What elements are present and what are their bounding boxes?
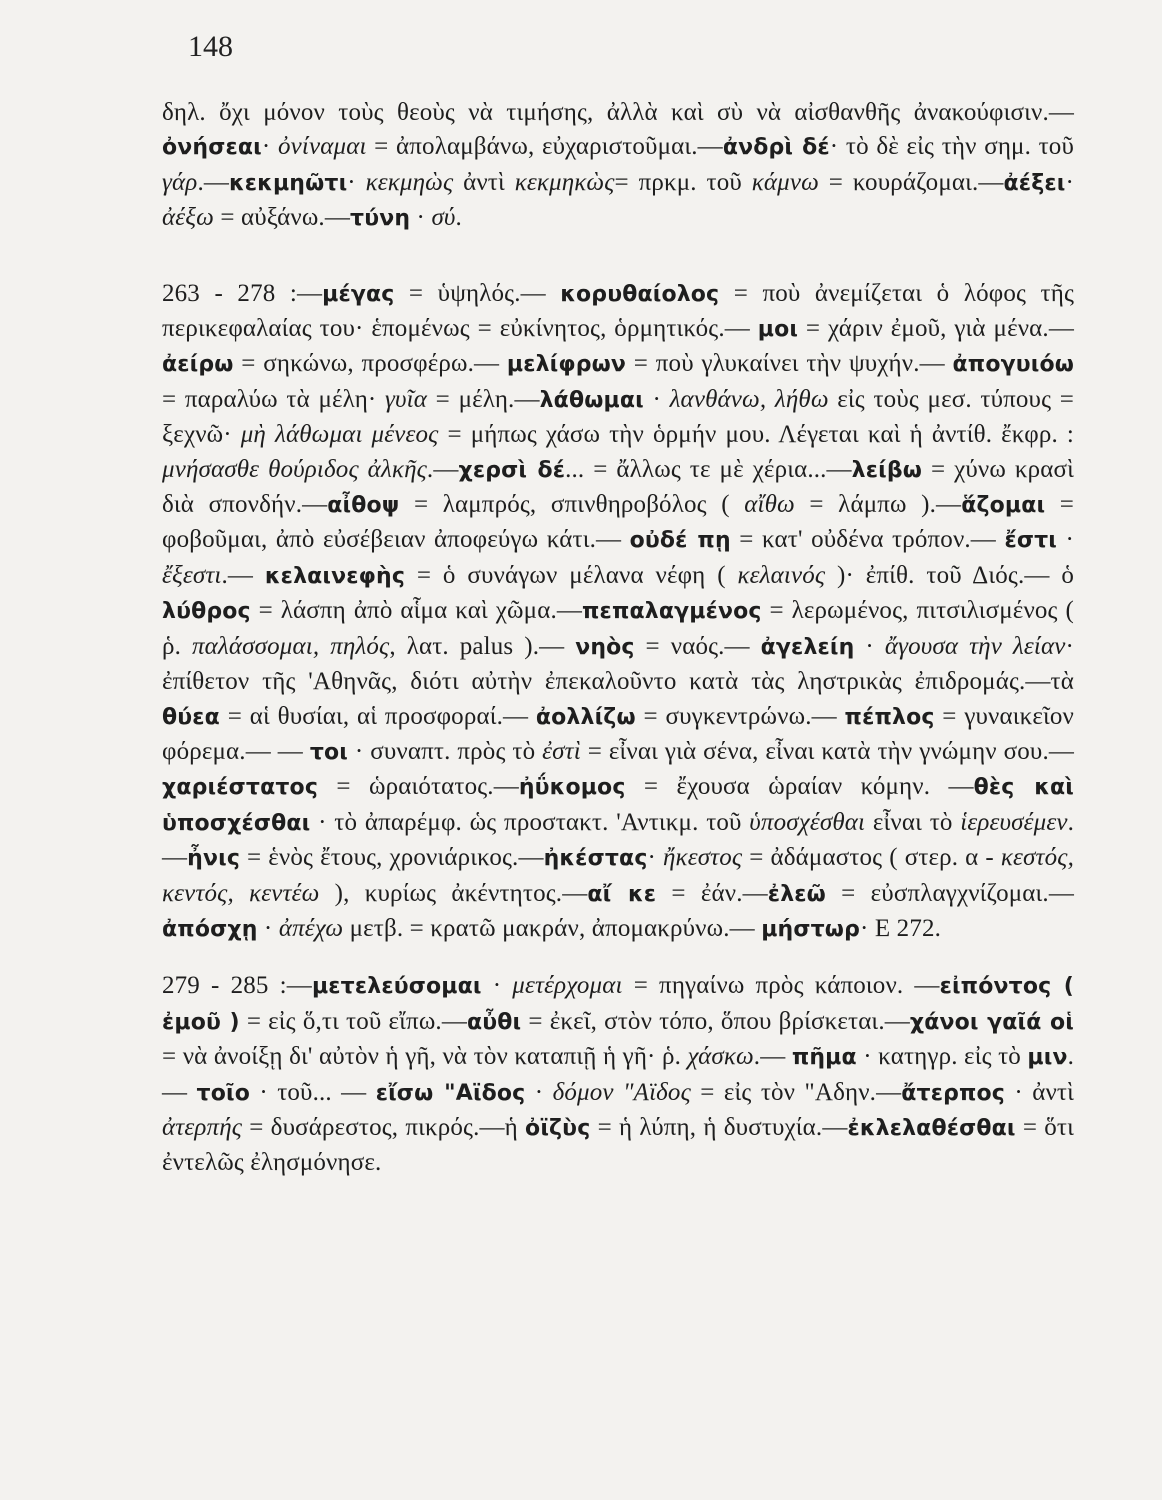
lemma-term: ἦνις xyxy=(187,846,241,872)
gloss-text: .— xyxy=(221,561,265,589)
lemma-term: μετελεύσομαι xyxy=(311,974,482,1000)
lemma-term: μοι xyxy=(757,317,799,343)
lemma-term: ἠκέστας xyxy=(543,846,648,872)
gloss-text: .— xyxy=(162,808,1074,872)
gloss-text: = ναός.— xyxy=(634,632,761,660)
italic-form: μνήσασθε θούριδος ἀλκῆς xyxy=(162,455,427,483)
lemma-term: ἅζομαι xyxy=(961,493,1046,519)
lemma-term: πῆμα xyxy=(791,1045,857,1071)
paragraph-3-lines-279-285 xyxy=(162,969,1074,1180)
lemma-term: αἴ κε xyxy=(587,881,657,907)
gloss-text: = πρκμ. τοῦ xyxy=(614,168,752,196)
italic-form: μετέρχομαι xyxy=(512,972,623,1000)
lemma-term: ὀϊζὺς xyxy=(525,1115,591,1141)
gloss-text: = δυσάρεστος, πικρός.—ἡ xyxy=(242,1113,526,1141)
gloss-text: · xyxy=(257,914,279,942)
lemma-term: ἐλεῶ xyxy=(767,881,826,907)
gloss-text: = λάμπω ).— xyxy=(794,491,962,519)
lemma-term: τοῖο xyxy=(196,1080,250,1106)
lemma-term: μήστωρ xyxy=(761,916,860,942)
gloss-text: = κουράζομαι.— xyxy=(818,168,1004,196)
lemma-term: εἴσω "Αϊδος xyxy=(375,1080,526,1106)
lemma-term: λάθωμαι xyxy=(539,387,644,413)
italic-form: αἴθω xyxy=(744,491,795,519)
lemma-term: ἀέξει xyxy=(1003,170,1066,196)
gloss-text: 279 - 285 :— xyxy=(162,972,312,1000)
lemma-term: νηὸς xyxy=(575,634,635,660)
italic-form: ἤκεστος xyxy=(663,844,743,872)
lemma-term: μέγας xyxy=(322,281,395,307)
gloss-text: = φοβοῦμαι, ἀπὸ εὐσέβειαν ἀποφεύγω κάτι.— xyxy=(162,491,1074,554)
gloss-text: = ὡραιότατος.— xyxy=(318,773,519,801)
gloss-text: = νὰ ἀνοίξῃ δι' αὐτὸν ἡ γῆ, νὰ τὸν καταπιῇ ἡ γῆ· ῥ. xyxy=(162,1043,688,1071)
italic-form: ἀέξω xyxy=(162,204,214,232)
lemma-term: τύνη xyxy=(350,206,411,232)
lemma-term: ἀολλίζω xyxy=(535,704,636,730)
lemma-term: κελαινεφὴς xyxy=(264,563,406,589)
italic-form: χάσκω xyxy=(687,1043,754,1071)
gloss-text: 263 - 278 :— xyxy=(162,279,323,307)
gloss-text: = ἔχουσα ὡραίαν κόμην. — xyxy=(625,773,974,801)
italic-form: ἀπέχω xyxy=(278,914,344,942)
lemma-term: ὀνήσεαι xyxy=(162,135,262,161)
lemma-term: ἀγελείη xyxy=(760,634,855,660)
gloss-text: · xyxy=(481,972,513,1000)
gloss-text: = ποὺ γλυκαίνει τὴν ψυχήν.— xyxy=(626,350,953,378)
gloss-text: · xyxy=(1057,526,1074,554)
italic-form: ἐστὶ xyxy=(542,737,581,765)
gloss-text: = ἀδάμαστος ( στερ. α - xyxy=(742,844,1001,872)
gloss-text: · xyxy=(647,844,663,872)
gloss-text: .— xyxy=(753,1043,792,1071)
gloss-text: ), κυρίως ἀκέντητος.— xyxy=(319,879,588,907)
italic-form: κελαινός xyxy=(737,561,826,589)
lemma-term: χάνοι γαῖά οἱ xyxy=(909,1009,1074,1035)
italic-form: γυῖα xyxy=(385,385,428,413)
gloss-text: · xyxy=(410,204,432,232)
gloss-text: μετβ. = κρατῶ μακράν, ἀπομακρύνω.— xyxy=(343,914,762,942)
gloss-text: = συγκεντρώνω.— xyxy=(635,702,845,730)
gloss-text: · xyxy=(525,1078,553,1106)
paragraph-2-lines-263-278 xyxy=(162,277,1074,948)
lemma-term: θὲς καὶ ὑποσχέσθαι xyxy=(162,775,1074,836)
gloss-text: = χύνω κρασὶ διὰ σπονδήν.— xyxy=(162,455,1075,519)
gloss-text: · xyxy=(1065,168,1074,196)
gloss-text: = σηκώνω, προσφέρω.— xyxy=(233,350,507,378)
gloss-text: = εὐσπλαγχνίζομαι.— xyxy=(825,879,1074,907)
gloss-text: = ἐκεῖ, στὸν τόπο, ὅπου βρίσκεται.— xyxy=(521,1007,910,1035)
lemma-term: ἀνδρὶ δέ xyxy=(722,135,830,161)
lemma-term: κορυθαίολος xyxy=(560,281,720,307)
italic-form: κεκμηκὼς xyxy=(514,168,615,196)
lemma-term: οὐδέ πῃ xyxy=(629,528,731,554)
italic-form: κεκμηὼς xyxy=(365,168,454,196)
lemma-term: θύεα xyxy=(162,704,220,730)
gloss-text: = ἡ λύπη, ἡ δυστυχία.— xyxy=(590,1113,848,1141)
lemma-term: πεπαλαγμένος xyxy=(582,599,762,625)
gloss-text: δηλ. ὄχι μόνον τοὺς θεοὺς νὰ τιμήσης, ἀλλὰ καὶ σὺ νὰ αἰσθανθῆς ἀνακούφισιν.— xyxy=(162,99,1074,126)
gloss-text: .— xyxy=(426,455,459,483)
lemma-term: ἀείρω xyxy=(162,352,234,378)
lemma-term: ἠΰκομος xyxy=(518,775,626,801)
lemma-term: ἀπογυιόω xyxy=(952,352,1074,378)
gloss-text: = εἰς τὸν "Αδην.— xyxy=(690,1078,902,1106)
gloss-text: ἀντὶ xyxy=(453,168,515,196)
gloss-text: · τὸ ἀπαρέμφ. ὡς προστακτ. 'Αντικμ. τοῦ xyxy=(310,808,750,836)
gloss-text: . xyxy=(455,204,462,232)
lemma-term: ἐκλελαθέσθαι xyxy=(847,1115,1016,1141)
gloss-text: = ἑνὸς ἔτους, χρονιάρικος.— xyxy=(240,844,544,872)
gloss-text: = λάσπη ἀπὸ αἷμα καὶ χῶμα.— xyxy=(250,597,582,625)
gloss-text: = κατ' οὐδένα τρόπον.— xyxy=(730,526,1005,554)
italic-form: ὑποσχέσθαι xyxy=(749,808,866,836)
gloss-text: = γυναικεῖον φόρεμα.— — xyxy=(162,702,1075,765)
gloss-text: = εἰς ὅ,τι τοῦ εἴπω.— xyxy=(239,1007,467,1035)
italic-form: ἄγουσα τὴν λείαν xyxy=(884,632,1066,660)
gloss-text: .— xyxy=(162,1043,1074,1106)
lemma-term: μιν xyxy=(1027,1045,1068,1071)
gloss-text: · τοῦ... — xyxy=(249,1078,376,1106)
paragraph-1 xyxy=(162,96,1074,237)
gloss-text: = λερωμένος, πιτσιλισμένος ( ῥ. xyxy=(162,597,1074,660)
lemma-term: αἶθοψ xyxy=(327,493,400,519)
gloss-text: · xyxy=(854,632,885,660)
lemma-term: ἄτερπος xyxy=(901,1080,1005,1106)
italic-form: γάρ xyxy=(162,168,198,196)
gloss-text: = εἶναι γιὰ σένα, εἶναι κατὰ τὴν γνώμην σου.— xyxy=(580,737,1074,765)
lemma-term: ἔστι xyxy=(1004,528,1058,554)
gloss-text: = αὐξάνω.— xyxy=(213,204,350,232)
italic-form: ὀνίναμαι xyxy=(277,133,367,161)
gloss-text: = ἐάν.— xyxy=(656,879,768,907)
italic-form: λανθάνω, λήθω xyxy=(669,385,829,413)
lemma-term: ἀπόσχῃ xyxy=(162,916,258,942)
gloss-text: = λαμπρός, σπινθηροβόλος ( xyxy=(399,491,745,519)
gloss-text: εἶναι τὸ xyxy=(865,808,961,836)
gloss-text: , λατ. palus ).— xyxy=(389,632,576,660)
italic-form: σύ xyxy=(431,204,456,232)
gloss-text: = μήπως χάσω τὴν ὁρμήν μου. Λέγεται καὶ ἡ ἀντίθ. ἔκφρ. : xyxy=(438,421,1075,449)
lemma-term: χαριέστατος xyxy=(162,775,319,801)
italic-form: ἱερευσέμεν xyxy=(960,808,1068,836)
gloss-text: · xyxy=(261,133,278,161)
lemma-term: αὖθι xyxy=(466,1009,522,1035)
gloss-text: · xyxy=(347,168,366,196)
lemma-term: πέπλος xyxy=(844,704,935,730)
gloss-text: · ἀντὶ xyxy=(1005,1078,1074,1106)
gloss-text: εἰς τοὺς μεσ. τύπους = ξεχνῶ· xyxy=(162,385,1075,449)
lemma-term: κεκμηῶτι xyxy=(229,170,348,196)
italic-form: ἔξεστι xyxy=(162,561,222,589)
gloss-text: .— xyxy=(197,168,229,196)
gloss-text: · κατηγρ. εἰς τὸ xyxy=(856,1043,1028,1071)
gloss-text: = ὁ συνάγων μέλανα νέφη ( xyxy=(405,561,738,589)
lemma-term: εἰπόντος ( ἐμοῦ ) xyxy=(162,974,1074,1035)
italic-form: κεστός, κεντός, κεντέω xyxy=(162,844,1074,907)
gloss-text: · τὸ δὲ εἰς τὴν σημ. τοῦ xyxy=(829,133,1074,161)
italic-form: δόμον "Αϊδος xyxy=(552,1078,691,1106)
gloss-text: = ἀπολαμβάνω, εὐχαριστοῦμαι.— xyxy=(366,133,723,161)
lemma-term: λύθρος xyxy=(162,599,251,625)
gloss-text: · Ε 272. xyxy=(859,914,942,942)
gloss-text: ... = ἄλλως τε μὲ χέρια...— xyxy=(565,455,852,483)
gloss-text: · ἐπίθετον τῆς 'Αθηνᾶς, διότι αὐτὴν ἐπεκαλοῦντο κατὰ τὰς ληστρικὰς ἐπιδρομάς.—τὰ xyxy=(162,632,1075,696)
italic-form: κάμνω xyxy=(751,168,819,196)
page-number: 148 xyxy=(188,30,233,63)
italic-form: ἀτερπής xyxy=(162,1113,243,1141)
gloss-text: = παραλύω τὰ μέλη· xyxy=(162,385,386,413)
gloss-text: = αἱ θυσίαι, αἱ προσφοραί.— xyxy=(219,702,536,730)
lemma-term: τοι xyxy=(309,739,348,765)
lemma-term: χερσὶ δέ xyxy=(458,457,566,483)
gloss-text: = χάριν ἐμοῦ, γιὰ μένα.— xyxy=(798,315,1074,343)
gloss-text: )· ἐπίθ. τοῦ Διός.— ὁ xyxy=(825,561,1074,589)
gloss-text: = μέλη.— xyxy=(427,385,540,413)
gloss-text: = ποὺ ἀνεμίζεται ὁ λόφος τῆς περικεφαλαίας του· ἑπομένως = εὐκίνητος, ὁρμητικός.— xyxy=(162,279,1074,343)
gloss-text: · συναπτ. πρὸς τὸ xyxy=(348,737,543,765)
gloss-text: = ὅτι ἐντελῶς ἐλησμόνησε. xyxy=(162,1113,1074,1177)
gloss-text: · xyxy=(643,385,670,413)
gloss-text: = πηγαίνω πρὸς κάποιον. — xyxy=(622,972,940,1000)
lemma-term: λείβω xyxy=(851,457,923,483)
italic-form: μὴ λάθωμαι μένεος xyxy=(240,421,439,449)
italic-form: παλάσσομαι, πηλός xyxy=(191,632,390,660)
gloss-text: = ὑψηλός.— xyxy=(394,279,561,307)
lemma-term: μελίφρων xyxy=(506,352,627,378)
